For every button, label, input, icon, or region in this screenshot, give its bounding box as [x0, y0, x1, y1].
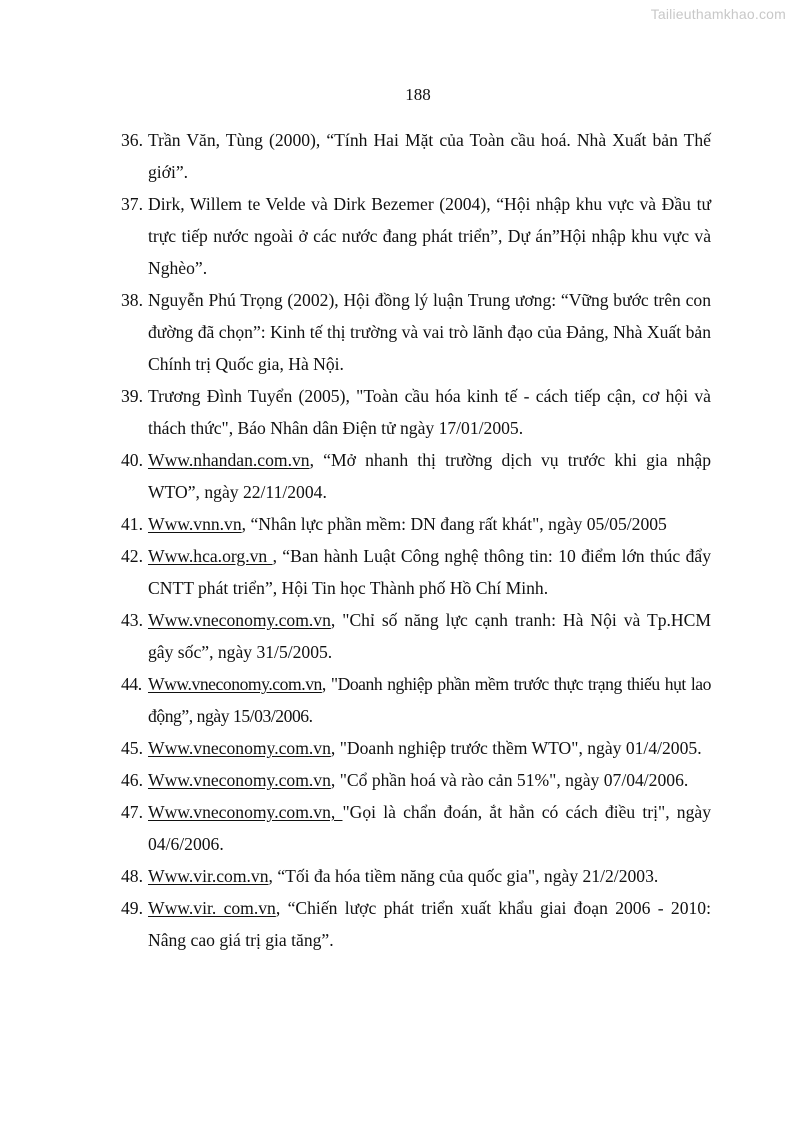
reference-number: 41.: [121, 514, 143, 534]
reference-text: , "Chỉ số năng lực cạnh tranh: Hà Nội và Tp.HCM gây sốc”, ngày 31/5/2005.: [148, 610, 711, 662]
reference-number: 38.: [121, 290, 143, 310]
reference-item: [121, 444, 711, 508]
reference-text: Trần Văn, Tùng (2000), “Tính Hai Mặt của Toàn cầu hoá. Nhà Xuất bản Thế giới”.: [148, 130, 711, 182]
reference-link[interactable]: Www.vir. com.vn: [148, 898, 276, 918]
reference-text: , “Chiến lược phát triển xuất khẩu giai đoạn 2006 - 2010: Nâng cao giá trị gia tăng”.: [148, 898, 711, 950]
reference-item: [121, 764, 711, 796]
reference-text: Nguyễn Phú Trọng (2002), Hội đồng lý luận Trung ương: “Vững bước trên con đường đã chọn”: Kinh tế thị trường và vai trò lãnh đạo của Đảng, Nhà Xuất bản Chính trị Quốc gia, Hà Nội.: [148, 290, 711, 374]
reference-item: [121, 284, 711, 380]
reference-number: 36.: [121, 130, 143, 150]
reference-link[interactable]: Www.vneconomy.com.vn: [148, 738, 331, 758]
reference-number: 43.: [121, 610, 143, 630]
reference-text: , "Doanh nghiệp trước thềm WTO", ngày 01/4/2005.: [330, 738, 702, 758]
reference-link[interactable]: Www.vnn.vn: [148, 514, 242, 534]
reference-item: [121, 892, 711, 956]
reference-number: 48.: [121, 866, 143, 886]
reference-number: 44.: [121, 674, 142, 694]
reference-item: [121, 188, 711, 284]
reference-item: [121, 540, 711, 604]
reference-link[interactable]: Www.vneconomy.com.vn: [148, 674, 322, 694]
reference-item: [121, 124, 711, 188]
reference-link[interactable]: Www.vir.com.vn: [148, 866, 269, 886]
reference-number: 40.: [121, 450, 143, 470]
watermark: Tailieuthamkhao.com: [650, 6, 786, 22]
reference-link[interactable]: Www.vneconomy.com.vn: [148, 610, 331, 630]
reference-text: Dirk, Willem te Velde và Dirk Bezemer (2004), “Hội nhập khu vực và Đầu tư trực tiếp nước ngoài ở các nước đang phát triển”, Dự án”Hội nhập khu vực và Nghèo”.: [148, 194, 711, 278]
reference-item: [121, 796, 711, 860]
reference-link[interactable]: Www.hca.org.vn: [148, 546, 273, 566]
reference-number: 47.: [121, 802, 143, 822]
reference-text: , “Ban hành Luật Công nghệ thông tin: 10 điểm lớn thúc đẩy CNTT phát triển”, Hội Tin học Thành phố Hồ Chí Minh.: [148, 546, 711, 598]
reference-number: 49.: [121, 898, 143, 918]
reference-link[interactable]: Www.vneconomy.com.vn,: [148, 802, 343, 822]
reference-text: , "Doanh nghiệp phần mềm trước thực trạng thiếu hụt lao động”, ngày 15/03/2006.: [148, 674, 711, 726]
reference-item: [121, 732, 711, 764]
reference-text: Trương Đình Tuyển (2005), "Toàn cầu hóa kinh tế - cách tiếp cận, cơ hội và thách thức", Báo Nhân dân Điện tử ngày 17/01/2005.: [148, 386, 711, 438]
reference-text: , "Cổ phần hoá và rào cản 51%", ngày 07/04/2006.: [330, 770, 689, 790]
reference-text: "Gọi là chẩn đoán, ắt hẳn có cách điều trị", ngày 04/6/2006.: [148, 802, 711, 854]
reference-number: 37.: [121, 194, 143, 214]
reference-item: [121, 380, 711, 444]
reference-number: 46.: [121, 770, 143, 790]
reference-number: 42.: [121, 546, 143, 566]
reference-number: 45.: [121, 738, 143, 758]
reference-item: [121, 860, 711, 892]
reference-link[interactable]: Www.nhandan.com.vn: [148, 450, 310, 470]
reference-text: , “Tối đa hóa tiềm năng của quốc gia", ngày 21/2/2003.: [268, 866, 659, 886]
page-number: 188: [405, 85, 431, 104]
reference-item: [121, 604, 711, 668]
reference-link[interactable]: Www.vneconomy.com.vn: [148, 770, 331, 790]
reference-list: [121, 124, 711, 956]
reference-number: 39.: [121, 386, 143, 406]
reference-text: , “Nhân lực phần mềm: DN đang rất khát", ngày 05/05/2005: [241, 514, 667, 534]
reference-item: [121, 508, 711, 540]
reference-item: [121, 668, 711, 732]
reference-text: , “Mở nhanh thị trường dịch vụ trước khi gia nhập WTO”, ngày 22/11/2004.: [148, 450, 711, 502]
